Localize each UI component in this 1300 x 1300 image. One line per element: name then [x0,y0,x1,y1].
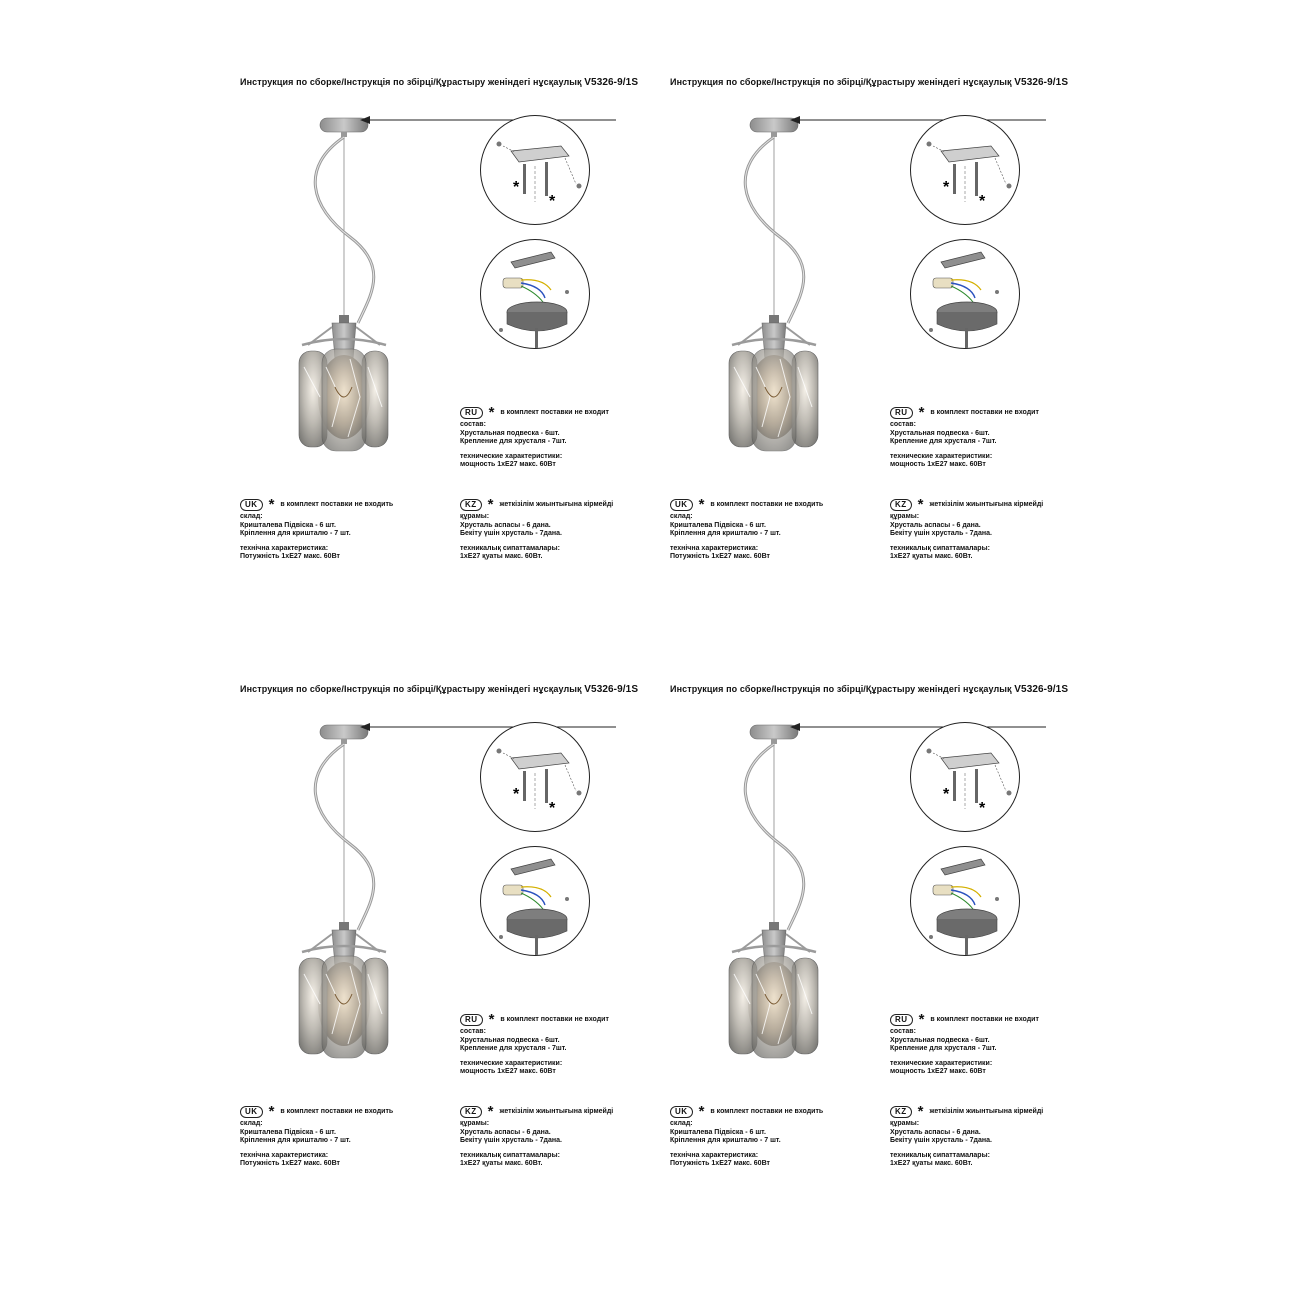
ru-not-included-note: в комплект поставки не входит [930,1015,1039,1023]
kz-tech-line: техникалық сипаттамалары: [460,544,560,552]
uk-line: Кріплення для кришталю - 7 шт. [240,1137,351,1144]
instruction-sheet [240,77,670,597]
ru-section [460,1011,609,1077]
uk-tech-line: Потужність 1xE27 макс. 60Вт [670,1160,770,1167]
ru-not-included-note: в комплект поставки не входит [500,1015,609,1023]
uk-line: Кришталева Підвіска - 6 шт. [670,1128,766,1136]
uk-section [670,1103,824,1169]
kz-line: құрамы: [890,1120,920,1127]
uk-line: Кріплення для кришталю - 7 шт. [670,530,781,537]
asterisk-icon: * [918,1011,925,1028]
kz-badge: KZ [460,499,482,511]
not-included-marker: * [549,193,556,210]
terminal-block [933,278,953,288]
ru-tech-line: мощность 1xE27 макс. 60Вт [460,1068,556,1075]
kz-line: құрамы: [890,513,920,520]
ru-tech-line: мощность 1xE27 макс. 60Вт [890,1068,986,1075]
model-number: V5326-9/1S [584,77,639,88]
ru-section [460,404,609,470]
ru-line: состав: [890,1028,916,1035]
uk-not-included-note: в комплект поставки не входить [280,1107,394,1115]
screw-icon [953,164,956,194]
mounting-bracket [941,859,985,875]
kz-not-included-note: жеткізілім жиынтығына кірмейді [929,500,1044,508]
ru-not-included-note: в комплект поставки не входит [930,408,1039,416]
ru-line: Хрустальная подвеска - 6шт. [460,1036,560,1044]
kz-section [460,1103,614,1169]
asterisk-icon: * [918,404,925,421]
kz-tech-line: техникалық сипаттамалары: [890,1151,990,1159]
mounting-plate-detail [910,722,1020,832]
asterisk-icon: * [488,1011,495,1028]
wiring-detail [480,239,590,349]
title-text: Инструкция по сборке/Інструкція по збірці/Құрастыру женіндегі нұсқаулық [670,684,1012,694]
wiring-detail [910,846,1020,956]
ru-line: состав: [890,421,916,428]
model-number: V5326-9/1S [584,684,639,695]
sheet-title [670,684,1068,695]
uk-line: склад: [670,1120,693,1127]
ru-badge: RU [460,407,483,419]
not-included-marker: * [979,800,986,817]
ru-line: Крепление для хрусталя - 7шт. [890,1045,997,1052]
uk-tech-line: Потужність 1xE27 макс. 60Вт [670,553,770,560]
power-cord [745,137,804,323]
pendant-lamp-illustration [670,97,840,497]
mounting-bracket [941,252,985,268]
uk-tech-line: Потужність 1xE27 макс. 60Вт [240,1160,340,1167]
ru-line: состав: [460,1028,486,1035]
ru-badge: RU [460,1014,483,1026]
asterisk-icon: * [917,496,924,513]
model-number: V5326-9/1S [1014,684,1069,695]
uk-section [240,496,394,562]
ru-section [890,1011,1039,1077]
kz-line: Хрусталь аспасы - 6 дана. [890,521,981,529]
ru-section [890,404,1039,470]
asterisk-icon: * [698,1103,705,1120]
mounting-bracket [941,146,999,162]
kz-badge: KZ [890,1106,912,1118]
uk-section [670,496,824,562]
ru-not-included-note: в комплект поставки не входит [500,408,609,416]
mounting-bracket [511,859,555,875]
ru-tech-line: технические характеристики: [460,1059,563,1067]
kz-line: Бекіту үшін хрусталь - 7дана. [460,530,562,537]
power-cord [745,744,804,930]
mounting-plate-detail [910,115,1020,225]
mounting-bracket [941,753,999,769]
asterisk-icon: * [698,496,705,513]
asterisk-icon: * [487,496,494,513]
mounting-bracket [511,146,569,162]
uk-badge: UK [670,1106,693,1118]
ru-tech-line: мощность 1xE27 макс. 60Вт [890,461,986,468]
kz-badge: KZ [890,499,912,511]
instruction-sheet [670,77,1100,597]
kz-line: құрамы: [460,513,490,520]
sheet-title [670,77,1068,88]
instruction-sheet [240,684,670,1204]
kz-line: Хрусталь аспасы - 6 дана. [890,1128,981,1136]
asterisk-icon: * [487,1103,494,1120]
kz-line: Бекіту үшін хрусталь - 7дана. [460,1137,562,1144]
screw-icon [523,771,526,801]
uk-line: склад: [240,1120,263,1127]
kz-line: Хрусталь аспасы - 6 дана. [460,1128,551,1136]
ru-tech-line: технические характеристики: [890,1059,993,1067]
ru-tech-line: технические характеристики: [890,452,993,460]
terminal-block [503,885,523,895]
pendant-lamp-illustration [240,97,410,497]
screw-icon [545,162,548,196]
kz-badge: KZ [460,1106,482,1118]
asterisk-icon: * [268,1103,275,1120]
uk-badge: UK [670,499,693,511]
ru-line: Крепление для хрусталя - 7шт. [460,438,567,445]
uk-tech-line: технічна характеристика: [670,1151,759,1159]
ru-tech-line: мощность 1xE27 макс. 60Вт [460,461,556,468]
asterisk-icon: * [488,404,495,421]
kz-line: Бекіту үшін хрусталь - 7дана. [890,530,992,537]
not-included-marker: * [513,786,520,803]
uk-section [240,1103,394,1169]
power-cord [315,744,374,930]
uk-badge: UK [240,499,263,511]
kz-tech-line: техникалық сипаттамалары: [460,1151,560,1159]
title-text: Инструкция по сборке/Інструкція по збірці/Құрастыру женіндегі нұсқаулық [240,77,582,87]
title-text: Инструкция по сборке/Інструкція по збірці/Құрастыру женіндегі нұсқаулық [240,684,582,694]
wiring-detail [480,846,590,956]
screw-icon [523,164,526,194]
uk-line: Кріплення для кришталю - 7 шт. [670,1137,781,1144]
ru-line: Хрустальная подвеска - 6шт. [890,1036,990,1044]
uk-not-included-note: в комплект поставки не входить [280,500,394,508]
kz-tech-line: 1xE27 қуаты макс. 60Вт. [460,1160,543,1167]
mounting-bracket [511,753,569,769]
kz-not-included-note: жеткізілім жиынтығына кірмейді [499,1107,614,1115]
screw-icon [545,769,548,803]
ru-tech-line: технические характеристики: [460,452,563,460]
uk-tech-line: технічна характеристика: [240,544,329,552]
title-text: Инструкция по сборке/Інструкція по збірці/Құрастыру женіндегі нұсқаулық [670,77,1012,87]
instruction-sheet [670,684,1100,1204]
kz-tech-line: техникалық сипаттамалары: [890,544,990,552]
mounting-plate-detail [480,115,590,225]
ru-badge: RU [890,407,913,419]
ru-line: Крепление для хрусталя - 7шт. [460,1045,567,1052]
kz-line: құрамы: [460,1120,490,1127]
pendant-lamp-illustration [240,704,410,1104]
kz-line: Хрусталь аспасы - 6 дана. [460,521,551,529]
kz-tech-line: 1xE27 қуаты макс. 60Вт. [460,553,543,560]
ru-line: Хрустальная подвеска - 6шт. [890,429,990,437]
uk-tech-line: технічна характеристика: [670,544,759,552]
uk-line: Кришталева Підвіска - 6 шт. [240,1128,336,1136]
uk-not-included-note: в комплект поставки не входить [710,1107,824,1115]
wiring-detail [910,239,1020,349]
uk-tech-line: технічна характеристика: [240,1151,329,1159]
not-included-marker: * [549,800,556,817]
kz-tech-line: 1xE27 қуаты макс. 60Вт. [890,553,973,560]
uk-tech-line: Потужність 1xE27 макс. 60Вт [240,553,340,560]
pendant-lamp-illustration [670,704,840,1104]
kz-tech-line: 1xE27 қуаты макс. 60Вт. [890,1160,973,1167]
not-included-marker: * [513,179,520,196]
screw-icon [975,769,978,803]
kz-not-included-note: жеткізілім жиынтығына кірмейді [499,500,614,508]
power-cord [315,137,374,323]
uk-line: Кришталева Підвіска - 6 шт. [670,521,766,529]
mounting-bracket [511,252,555,268]
asterisk-icon: * [268,496,275,513]
mounting-plate-detail [480,722,590,832]
uk-line: Кріплення для кришталю - 7 шт. [240,530,351,537]
uk-line: Кришталева Підвіска - 6 шт. [240,521,336,529]
kz-line: Бекіту үшін хрусталь - 7дана. [890,1137,992,1144]
sheet-title [240,77,638,88]
uk-line: склад: [670,513,693,520]
screw-icon [953,771,956,801]
kz-section [890,1103,1044,1169]
kz-not-included-note: жеткізілім жиынтығына кірмейді [929,1107,1044,1115]
kz-section [460,496,614,562]
sheet-title [240,684,638,695]
ru-line: состав: [460,421,486,428]
terminal-block [503,278,523,288]
terminal-block [933,885,953,895]
ru-line: Крепление для хрусталя - 7шт. [890,438,997,445]
uk-not-included-note: в комплект поставки не входить [710,500,824,508]
kz-section [890,496,1044,562]
not-included-marker: * [943,179,950,196]
ru-badge: RU [890,1014,913,1026]
uk-line: склад: [240,513,263,520]
model-number: V5326-9/1S [1014,77,1069,88]
not-included-marker: * [979,193,986,210]
screw-icon [975,162,978,196]
ru-line: Хрустальная подвеска - 6шт. [460,429,560,437]
asterisk-icon: * [917,1103,924,1120]
not-included-marker: * [943,786,950,803]
uk-badge: UK [240,1106,263,1118]
